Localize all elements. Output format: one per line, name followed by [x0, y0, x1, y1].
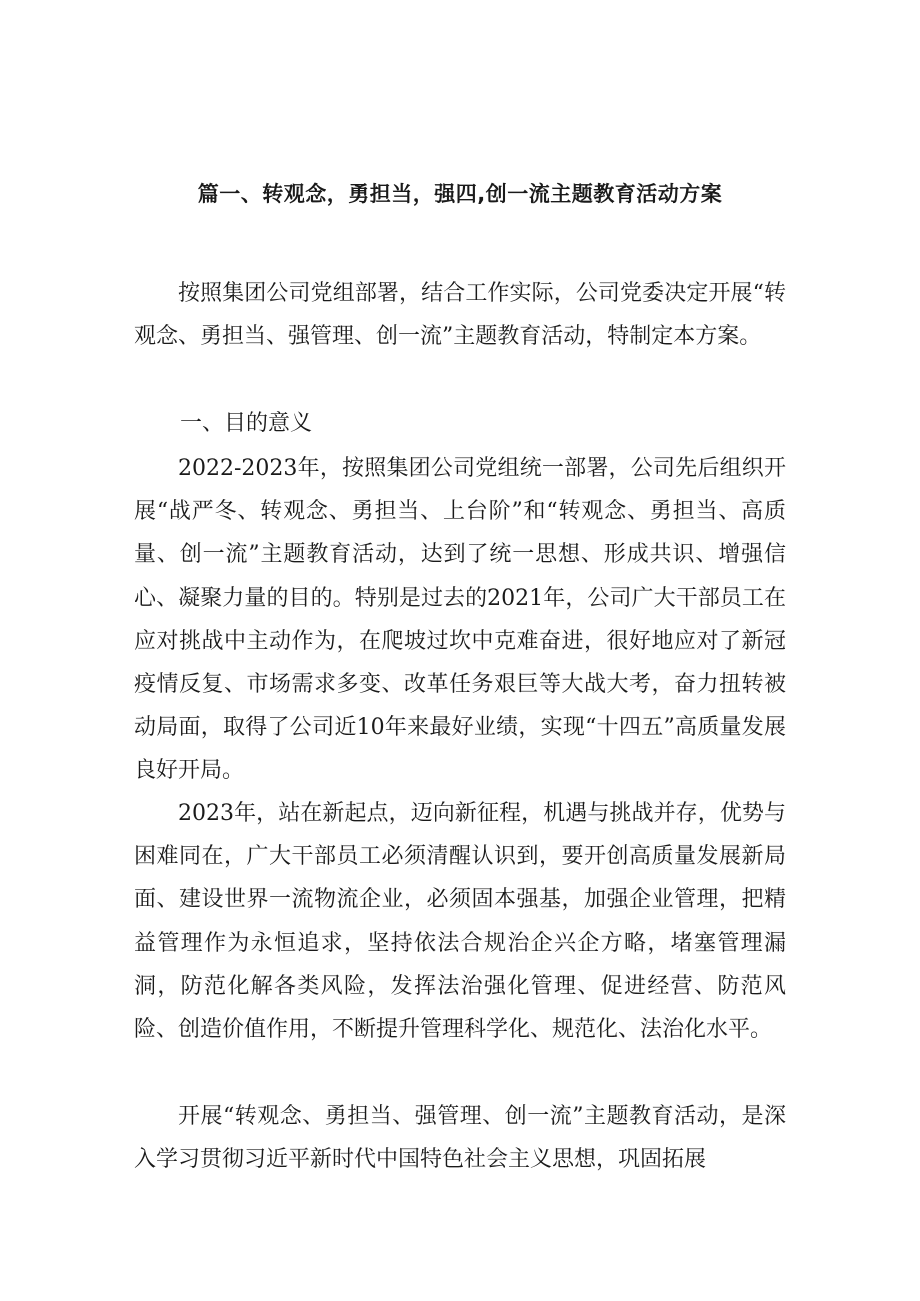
intro-paragraph — [134, 272, 786, 358]
intro-text: 按照集团公司党组部署，结合工作实际，公司党委决定开展“转观念、勇担当、强管理、创一流”主题教育活动，特制定本方案。 — [134, 281, 786, 350]
section-heading: 一、目的意义 — [180, 411, 313, 436]
paragraph-1-text: 2022-2023年，按照集团公司党组统一部署，公司先后组织开展“战严冬、转观念、勇担当、上台阶”和“转观念、勇担当、高质量、创一流”主题教育活动，达到了统一思想、形成共识、增强信心、凝聚力量的目的。特别是过去的2021年，公司广大干部员工在应对挑战中主动作为，在爬坡过坎中克难奋进，很好地应对了新冠疫情反复、市场需求多变、改革任务艰巨等大战大考，奋力扭转被动局面，取得了公司近10年来最好业绩，实现“十四五”高质量发展良好开局。 — [134, 456, 786, 784]
paragraph-2-text: 2023年，站在新起点，迈向新征程，机遇与挑战并存，优势与困难同在，广大干部员工必须清醒认识到，要开创高质量发展新局面、建设世界一流物流企业，必须固本强基，加强企业管理，把精益管理作为永恒追求，坚持依法合规治企兴企方略，堵塞管理漏洞，防范化解各类风险，发挥法治强化管理、促进经营、防范风险、创造价值作用，不断提升管理科学化、规范化、法治化水平。 — [134, 801, 786, 1043]
paragraph-1 — [134, 447, 786, 793]
paragraph-2 — [134, 792, 786, 1051]
paragraph-3 — [134, 1095, 786, 1181]
document-title: 篇一、转观念，勇担当，强四,创一流主题教育活动方案 — [197, 182, 723, 206]
paragraph-3-text: 开展“转观念、勇担当、强管理、创一流”主题教育活动，是深入学习贯彻习近平新时代中国特色社会主义思想，巩固拓展 — [134, 1104, 786, 1173]
